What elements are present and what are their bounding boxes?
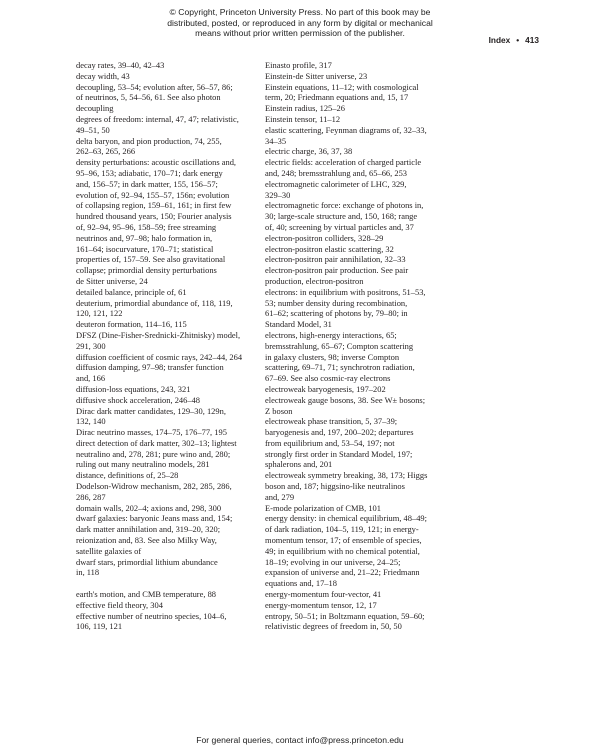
index-entry-line: DFSZ (Dine-Fisher-Srednicki-Zhitnisky) model,	[76, 329, 241, 340]
index-entry-line: and, 248; bremsstrahlung and, 65–66, 253	[265, 167, 408, 178]
index-entry-line: electrons: in equilibrium with positrons, 51–53,	[265, 286, 426, 297]
index-entry-line: and, 156–57; in dark matter, 155, 156–57;	[76, 178, 218, 189]
index-entry-line: electron-positron elastic scattering, 32	[265, 243, 394, 254]
index-entry	[76, 384, 254, 395]
index-entry	[265, 125, 460, 147]
index-entry	[265, 60, 460, 71]
index-entry	[76, 71, 254, 82]
index-entry-line: 49–51, 50	[76, 124, 110, 135]
index-entry-line: production, electron-positron	[265, 275, 364, 286]
index-entry-line: electron-positron pair annihilation, 32–33	[265, 254, 406, 265]
index-entry	[265, 265, 460, 287]
index-entry-line: 61–62; scattering of photons by, 79–80; in	[265, 308, 408, 319]
index-entry-line: energy-momentum four-vector, 41	[265, 589, 382, 600]
index-entry-line: 95–96, 153; adiabatic, 170–71; dark energy	[76, 167, 223, 178]
index-entry	[76, 557, 254, 579]
running-head-separator: •	[516, 35, 520, 45]
index-entry-line: strongly first order in Standard Model, 197;	[265, 448, 413, 459]
index-entry-line: electromagnetic force: exchange of photons in,	[265, 200, 424, 211]
index-entry	[76, 600, 254, 611]
page-number: 413	[525, 35, 539, 45]
index-entry-line: 30; large-scale structure and, 150, 168; range	[265, 211, 418, 222]
index-entry-line: of dark radiation, 104–5, 119, 121; in energy-	[265, 524, 419, 535]
index-entry-line: decay rates, 39–40, 42–43	[76, 60, 165, 70]
index-entry-line: diffusion damping, 97–98; transfer function	[76, 362, 224, 373]
index-entry	[265, 200, 460, 232]
index-entry-line: in, 118	[76, 567, 100, 578]
copyright-line: distributed, posted, or reproduced in any form by digital or mechanical	[167, 17, 433, 28]
index-entry	[265, 330, 460, 384]
index-entry	[76, 589, 254, 600]
index-entry	[76, 481, 254, 503]
index-entry-line: electron-positron pair production. See pair	[265, 265, 409, 276]
copyright-notice	[0, 7, 600, 39]
index-entry-line: of neutrinos, 5, 54–56, 61. See also photon	[76, 92, 221, 103]
index-entry-line: 286, 287	[76, 491, 106, 502]
index-entry-line: momentum tensor, 17; of ensemble of species,	[265, 535, 422, 546]
index-entry-line: ruling out many neutralino models, 281	[76, 459, 210, 470]
index-entry	[265, 470, 460, 502]
index-entry-line: electric fields: acceleration of charged particle	[265, 157, 422, 168]
index-entry-line: energy-momentum tensor, 12, 17	[265, 599, 377, 610]
index-entry	[265, 395, 460, 417]
index-entry-line: reionization and, 83. See also Milky Way,	[76, 535, 217, 546]
index-entry-line: Einstein-de Sitter universe, 23	[265, 70, 368, 81]
index-entry	[76, 438, 254, 470]
index-entry-line: electric charge, 36, 37, 38	[265, 146, 353, 157]
index-entry	[265, 503, 460, 514]
index-entry-line: decoupling, 53–54; evolution after, 56–57, 86;	[76, 81, 233, 92]
index-entry	[265, 179, 460, 201]
index-entry-line: density perturbations: acoustic oscillations and,	[76, 157, 237, 168]
index-entry-line: properties of, 157–59. See also gravitational	[76, 254, 226, 265]
index-entry-line: 329–30	[265, 189, 291, 200]
index-entry-line: electron-positron colliders, 328–29	[265, 232, 384, 243]
index-entry-line: 49; in equilibrium with no chemical potential,	[265, 545, 420, 556]
index-entry-line: Einstein equations, 11–12; with cosmological	[265, 81, 419, 92]
index-entry-line: electroweak baryogenesis, 197–202	[265, 383, 386, 394]
index-entry-line: Einstein tensor, 11–12	[265, 113, 341, 124]
index-entry-line: of collapsing region, 159–61, 161; in first few	[76, 200, 232, 211]
index-entry-line: 106, 119, 121	[76, 621, 123, 632]
index-entry-line: Dodelson-Widrow mechanism, 282, 285, 286,	[76, 481, 232, 492]
index-entry	[265, 416, 460, 470]
index-entry-line: Dirac dark matter candidates, 129–30, 129n,	[76, 405, 226, 416]
index-entry-line: sphalerons and, 201	[265, 459, 333, 470]
index-entry-line: energy density: in chemical equilibrium, 48–49;	[265, 513, 427, 524]
index-entry-line: de Sitter universe, 24	[76, 275, 148, 286]
index-entry	[265, 114, 460, 125]
index-entry-line: satellite galaxies of	[76, 545, 142, 556]
index-entry-line: entropy, 50–51; in Boltzmann equation, 59–60;	[265, 610, 425, 621]
index-entry	[265, 589, 460, 600]
index-entry	[76, 82, 254, 114]
index-entry-line: dark matter annihilation and, 319–20, 320;	[76, 524, 221, 535]
index-entry-line: 34–35	[265, 135, 287, 146]
index-entry-line: bremsstrahlung, 65–67; Compton scattering	[265, 340, 414, 351]
index-entry-line: domain walls, 202–4; axions and, 298, 300	[76, 502, 222, 513]
index-entry-line: diffusion-loss equations, 243, 321	[76, 383, 191, 394]
index-entry-line: decay width, 43	[76, 70, 130, 81]
index-entry-line: scattering, 69–71, 71; synchrotron radiation,	[265, 362, 415, 373]
index-entry-line: Dirac neutrino masses, 174–75, 176–77, 195	[76, 427, 227, 438]
index-entry	[265, 157, 460, 179]
index-entry	[76, 330, 254, 352]
index-entry-line: 161–64; isocurvature, 170–71; statistical	[76, 243, 214, 254]
index-entry-line: delta baryon, and pion production, 74, 255,	[76, 135, 222, 146]
index-entry	[265, 146, 460, 157]
index-entry-line: deuterium, primordial abundance of, 118, 119,	[76, 297, 233, 308]
index-entry	[265, 611, 460, 633]
index-entry	[76, 395, 254, 406]
index-entry-line: baryogenesis and, 197, 200–202; departures	[265, 427, 414, 438]
index-entry-line: direct detection of dark matter, 302–13; lightest	[76, 437, 237, 448]
index-entry	[265, 600, 460, 611]
index-entry-line: E-mode polarization of CMB, 101	[265, 502, 381, 513]
index-entry	[265, 103, 460, 114]
index-entry-line: earth's motion, and CMB temperature, 88	[76, 589, 217, 600]
index-entry-line: Standard Model, 31	[265, 319, 332, 330]
index-entry-line: electromagnetic calorimeter of LHC, 329,	[265, 178, 407, 189]
index-entry	[265, 513, 460, 589]
index-entry-line: neutrinos and, 97–98; halo formation in,	[76, 232, 213, 243]
index-entry-line: degrees of freedom: internal, 47, 47; relativistic,	[76, 113, 239, 124]
index-entry-line: deuteron formation, 114–16, 115	[76, 319, 187, 330]
index-entry	[76, 470, 254, 481]
index-entry	[76, 287, 254, 298]
index-entry-line: 132, 140	[76, 416, 106, 427]
index-entry-line: term, 20; Friedmann equations and, 15, 17	[265, 92, 409, 103]
index-entry	[76, 611, 254, 633]
index-entry-line: diffusion coefficient of cosmic rays, 242–44, 264	[76, 351, 243, 362]
index-entry	[265, 384, 460, 395]
index-entry-line: neutralino and, 278, 281; pure wino and, 280;	[76, 448, 231, 459]
index-entry	[265, 287, 460, 330]
index-column-left	[76, 60, 254, 632]
index-entry-line: and, 166	[76, 373, 106, 384]
index-entry	[76, 406, 254, 428]
index-entry	[76, 319, 254, 330]
index-entry	[265, 254, 460, 265]
index-entry-line: dwarf stars, primordial lithium abundance	[76, 556, 218, 567]
index-entry-line: Einstein radius, 125–26	[265, 103, 345, 114]
running-head-label: Index	[488, 35, 511, 45]
index-entry-line: Einasto profile, 317	[265, 60, 332, 70]
index-entry-line: Z boson	[265, 405, 293, 416]
index-entry	[76, 157, 254, 276]
index-entry-line: hundred thousand years, 150; Fourier analysis	[76, 211, 232, 222]
copyright-line: means without prior written permission of the publisher.	[195, 28, 405, 39]
index-entry	[76, 427, 254, 438]
index-entry-line: electroweak phase transition, 5, 37–39;	[265, 416, 398, 427]
index-entry-line: 262–63, 265, 266	[76, 146, 136, 157]
index-entry	[76, 136, 254, 158]
index-entry-line: expansion of universe and, 21–22; Friedmann	[265, 567, 420, 578]
index-entry	[76, 352, 254, 363]
index-entry-line: 120, 121, 122	[76, 308, 123, 319]
index-entry-line: collapse; primordial density perturbations	[76, 265, 217, 276]
index-entry-line: effective field theory, 304	[76, 599, 163, 610]
index-entry-line: and, 279	[265, 491, 295, 502]
index-entry	[265, 82, 460, 104]
index-entry	[76, 513, 254, 556]
index-entry	[76, 503, 254, 514]
running-head	[489, 35, 539, 45]
index-entry	[76, 298, 254, 320]
index-entry	[265, 71, 460, 82]
index-entry-line: elastic scattering, Feynman diagrams of, 32–33,	[265, 124, 427, 135]
index-entry-line: effective number of neutrino species, 104–6,	[76, 610, 227, 621]
index-entry	[76, 60, 254, 71]
index-entry-line: 53; number density during recombination,	[265, 297, 408, 308]
copyright-line: © Copyright, Princeton University Press. No part of this book may be	[169, 7, 431, 17]
index-column-right	[265, 60, 460, 632]
index-entry-line: dwarf galaxies: baryonic Jeans mass and, 154;	[76, 513, 233, 524]
index-entry-line: in galaxy clusters, 98; inverse Compton	[265, 351, 400, 362]
index-entry	[265, 244, 460, 255]
index-entry-line: 67–69. See also cosmic-ray electrons	[265, 373, 391, 384]
index-entry-line: of, 92–94, 95–96, 158–59; free streaming	[76, 221, 217, 232]
index-entry-line: evolution of, 92–94, 155–57, 156n; evolution	[76, 189, 230, 200]
index-entry-line: detailed balance, principle of, 61	[76, 286, 187, 297]
index-entry-line: electrons, high-energy interactions, 65;	[265, 329, 397, 340]
index-entry-line: of, 40; screening by virtual particles and, 37	[265, 221, 414, 232]
index-entry-line: from equilibrium and, 53–54, 197; not	[265, 437, 395, 448]
index-entry-line: equations and, 17–18	[265, 578, 337, 589]
index-entry-line: 291, 300	[76, 340, 106, 351]
index-entry-line: distance, definitions of, 25–28	[76, 470, 179, 481]
index-entry	[76, 276, 254, 287]
index-entry	[76, 114, 254, 136]
index-entry-line: 18–19; evolving in our universe, 24–25;	[265, 556, 401, 567]
index-entry-line: decoupling	[76, 103, 114, 114]
index-entry-line: electroweak symmetry breaking, 38, 173; Higgs	[265, 470, 428, 481]
index-entry	[265, 233, 460, 244]
footer-contact: For general queries, contact info@press.princeton.edu	[196, 735, 404, 745]
index-entry-line: relativistic degrees of freedom in, 50, 50	[265, 621, 402, 632]
letter-group-gap	[76, 578, 254, 589]
index-entry-line: electroweak gauge bosons, 38. See W± bosons;	[265, 394, 426, 405]
index-entry	[76, 362, 254, 384]
index-entry-line: boson and, 187; higgsino-like neutralinos	[265, 481, 405, 492]
index-entry-line: diffusive shock acceleration, 246–48	[76, 394, 201, 405]
